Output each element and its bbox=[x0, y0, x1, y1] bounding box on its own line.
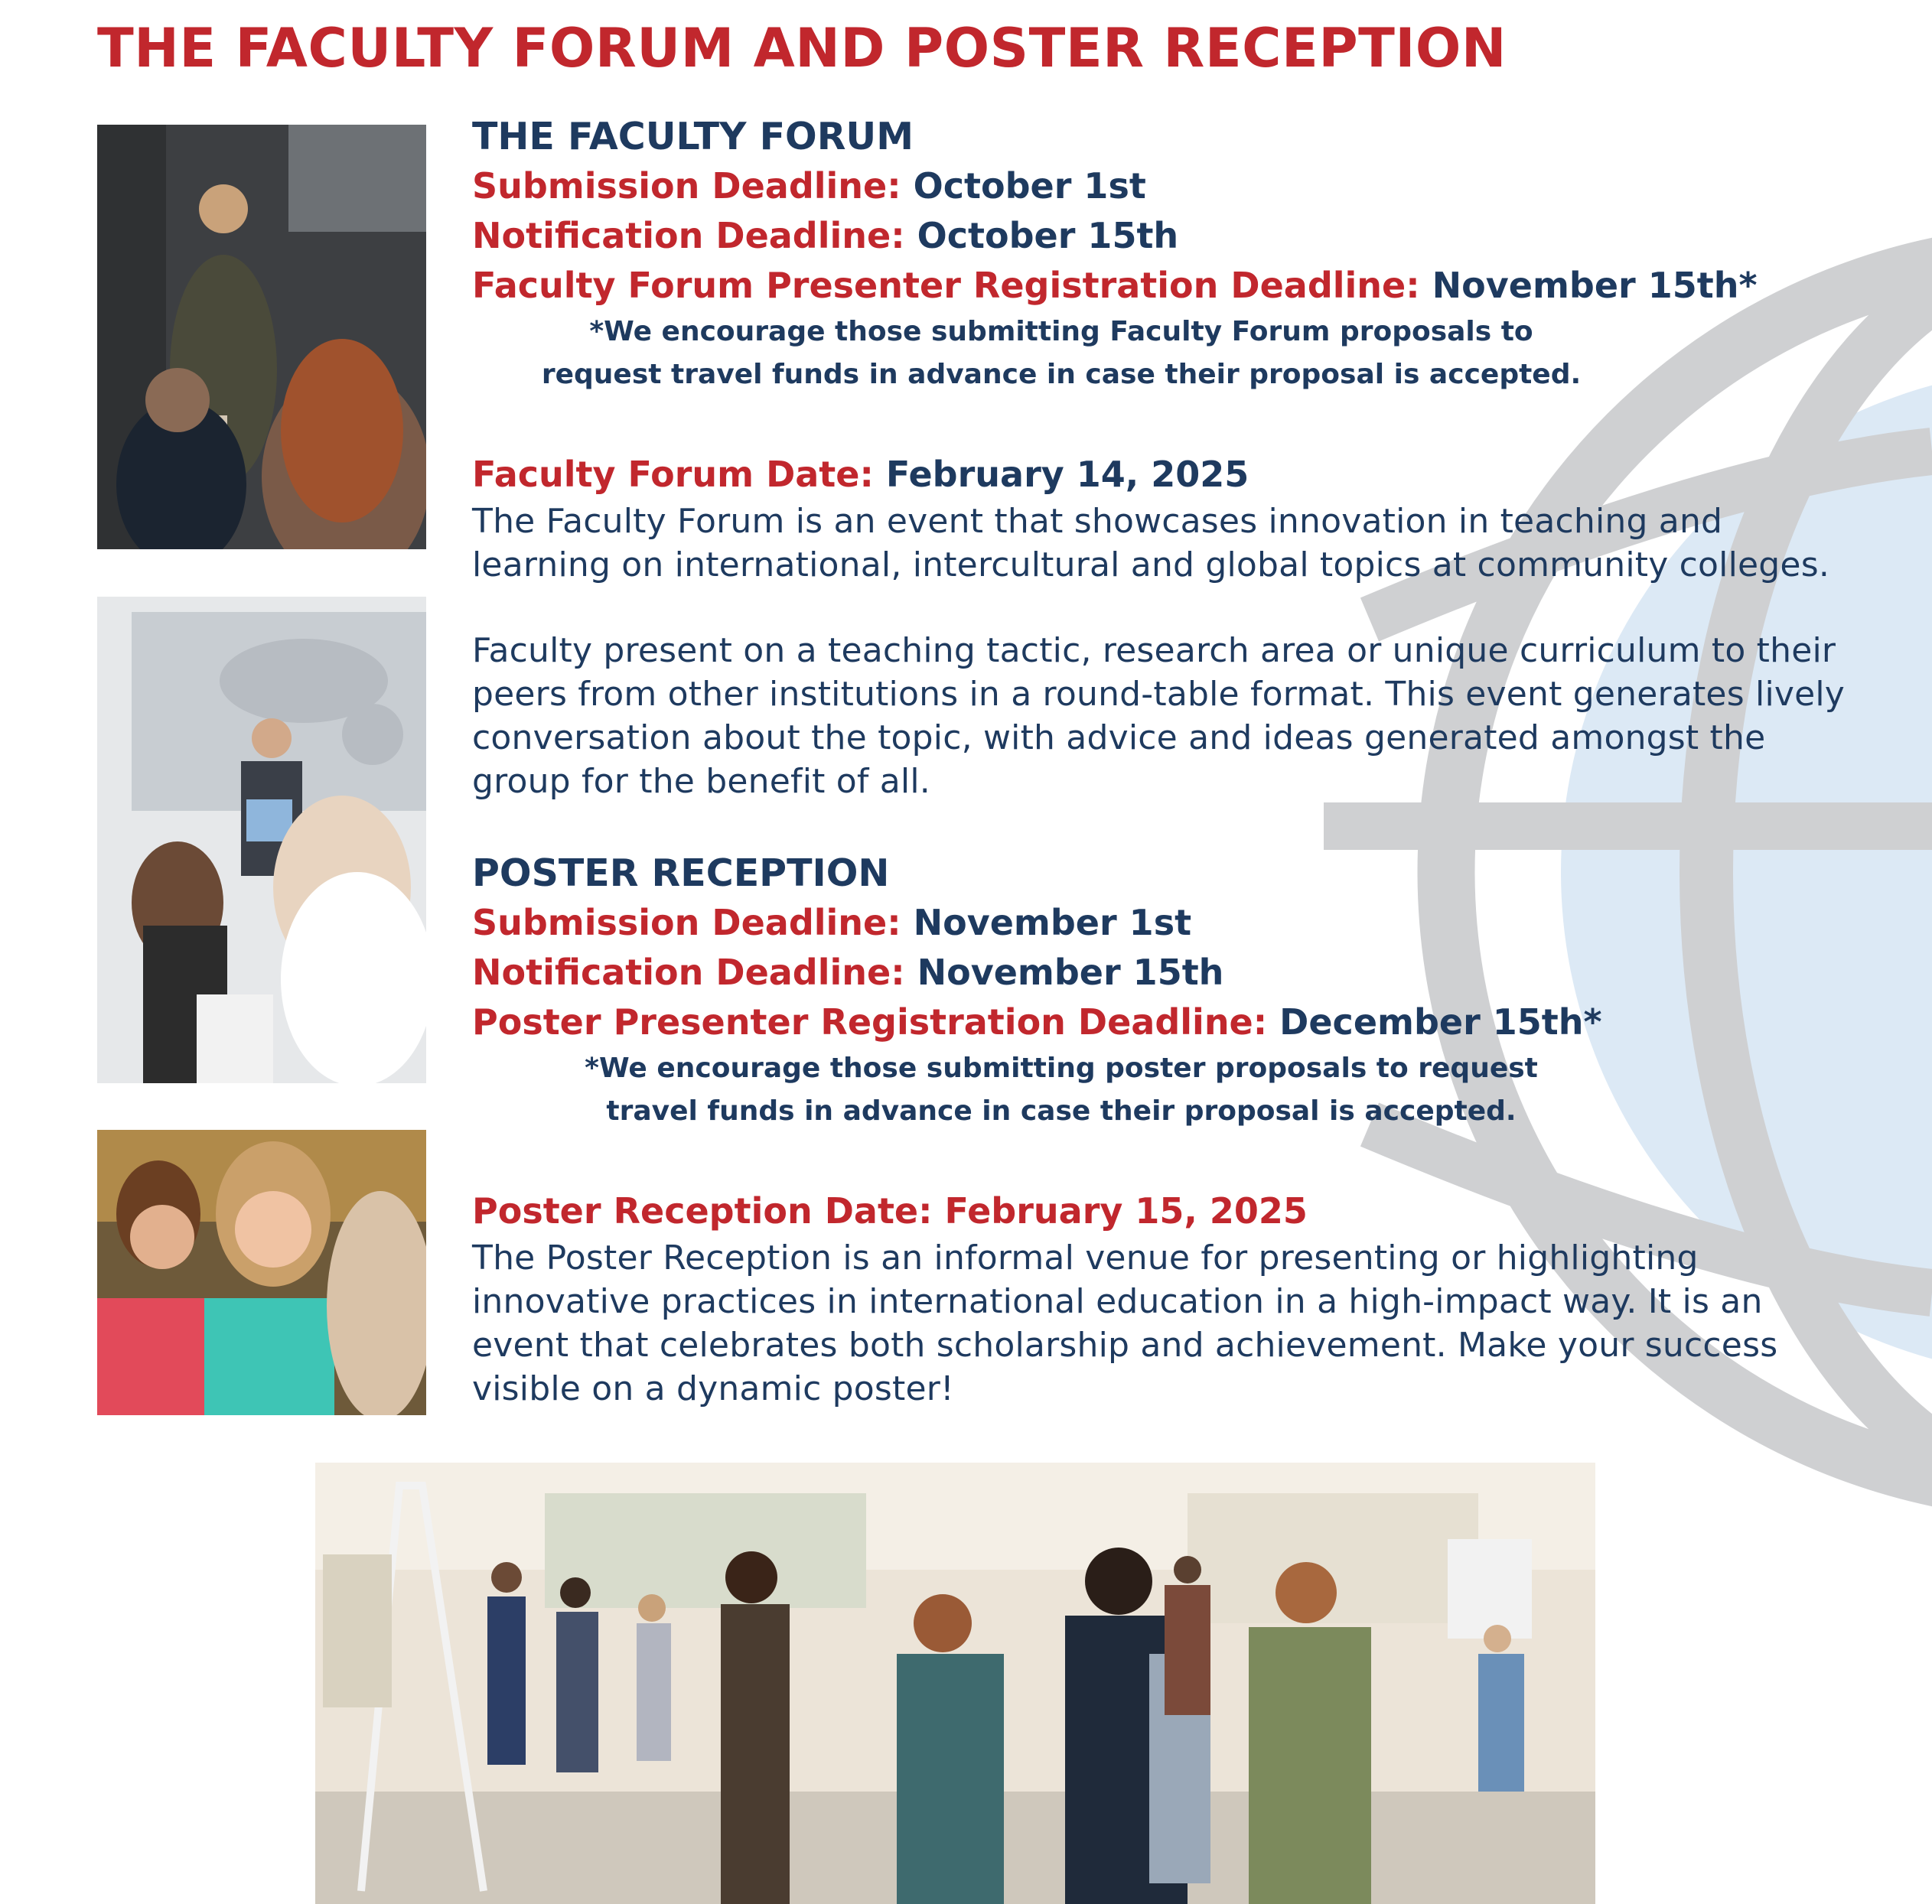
main-content bbox=[472, 112, 1865, 1411]
poster-reception-date bbox=[472, 1186, 1865, 1236]
deadline-value: November 1st bbox=[913, 902, 1192, 943]
deadline-value: November 15th* bbox=[1432, 265, 1758, 306]
deadline-label: Submission Deadline: bbox=[472, 902, 901, 943]
date-value: February 14, 2025 bbox=[885, 454, 1249, 495]
deadline-label: Submission Deadline: bbox=[472, 165, 901, 207]
poster-notification-deadline bbox=[472, 948, 1865, 998]
poster-reception-heading: POSTER RECEPTION bbox=[472, 851, 890, 895]
photo-presenter-screen bbox=[97, 597, 426, 1083]
faculty-forum-travel-note-line1: *We encourage those submitting Faculty Forum proposals to bbox=[589, 316, 1533, 347]
poster-submission-deadline bbox=[472, 898, 1865, 948]
faculty-forum-submission-deadline bbox=[472, 161, 1865, 211]
faculty-forum-date bbox=[472, 450, 1865, 500]
date-value: February 15, 2025 bbox=[944, 1190, 1308, 1232]
date-label: Poster Reception Date: bbox=[472, 1190, 933, 1232]
deadline-value: October 15th bbox=[917, 215, 1179, 256]
deadline-label: Faculty Forum Presenter Registration Deadline: bbox=[472, 265, 1420, 306]
poster-registration-deadline bbox=[472, 998, 1865, 1047]
page-title: THE FACULTY FORUM AND POSTER RECEPTION bbox=[97, 17, 1507, 80]
faculty-forum-heading: THE FACULTY FORUM bbox=[472, 115, 914, 158]
faculty-forum-registration-deadline bbox=[472, 261, 1865, 311]
photo-speaker-audience bbox=[97, 125, 426, 549]
deadline-label: Poster Presenter Registration Deadline: bbox=[472, 1001, 1268, 1043]
faculty-forum-description: The Faculty Forum is an event that showcases innovation in teaching and learning on international, intercultural and global topics at community colleges. bbox=[472, 502, 1830, 584]
deadline-value: October 1st bbox=[913, 165, 1146, 207]
photo-smiling-women bbox=[97, 1130, 426, 1415]
poster-travel-note-line1: *We encourage those submitting poster proposals to request bbox=[585, 1053, 1538, 1084]
photo-poster-reception-crowd bbox=[315, 1463, 1595, 1904]
faculty-forum-travel-note-line2: request travel funds in advance in case their proposal is accepted. bbox=[541, 359, 1582, 390]
poster-travel-note-line2: travel funds in advance in case their proposal is accepted. bbox=[606, 1095, 1517, 1127]
poster-reception-description: The Poster Reception is an informal venue for presenting or highlighting innovative practices in international education in a high-impact way. It is an event that celebrates both scholarship and achievement. Make your success visible on a dynamic poster! bbox=[472, 1238, 1778, 1408]
date-label: Faculty Forum Date: bbox=[472, 454, 874, 495]
deadline-label: Notification Deadline: bbox=[472, 215, 905, 256]
faculty-forum-format-description: Faculty present on a teaching tactic, research area or unique curriculum to their peers from other institutions in a round-table format. This event generates lively conversation about the topic, with advice and ideas generated amongst the group for the benefit of all. bbox=[472, 631, 1846, 801]
deadline-value: December 15th* bbox=[1279, 1001, 1602, 1043]
deadline-value: November 15th bbox=[917, 952, 1224, 993]
faculty-forum-notification-deadline bbox=[472, 211, 1865, 261]
deadline-label: Notification Deadline: bbox=[472, 952, 905, 993]
